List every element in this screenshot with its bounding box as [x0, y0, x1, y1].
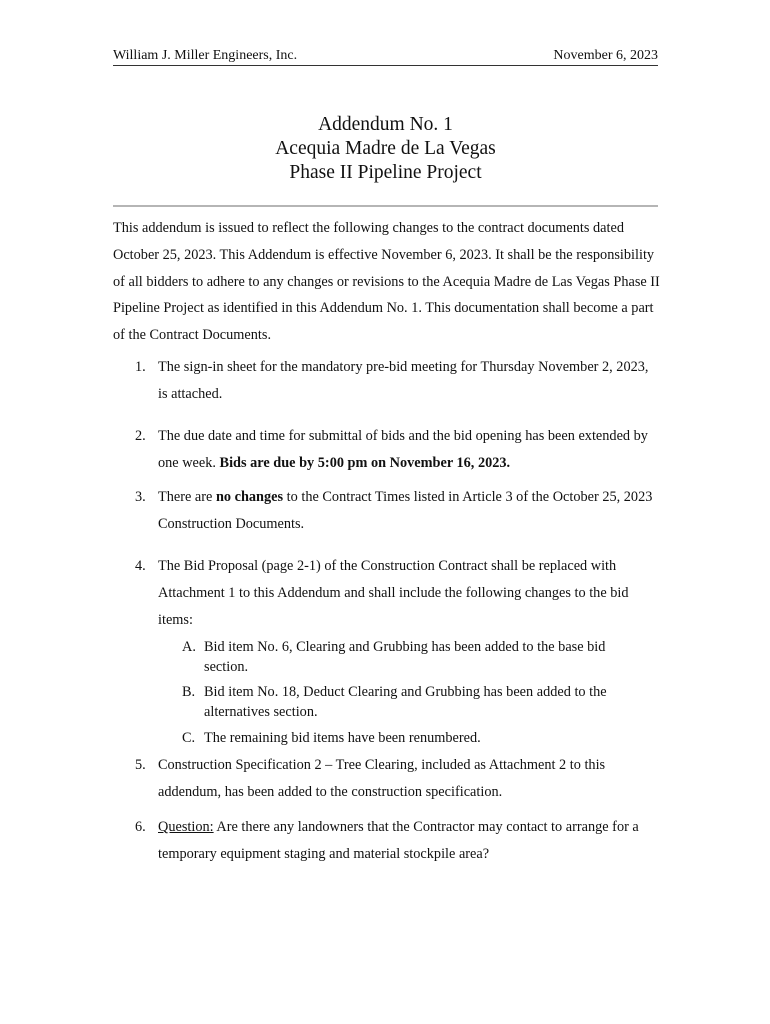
sub-item-a [182, 638, 652, 677]
list-item-4 [113, 553, 661, 634]
header-date: November 6, 2023 [553, 48, 658, 63]
sub-item-c [182, 729, 652, 749]
list-item-text: The Bid Proposal (page 2-1) of the Construction Contract shall be replaced with Attachment 1 to this Addendum and shall include the following changes to the bid items: [158, 558, 629, 628]
title-line-project-name: Acequia Madre de La Vegas [275, 138, 496, 159]
list-item-6 [113, 814, 661, 868]
page-header [113, 47, 658, 66]
question-label: Question: [158, 819, 214, 835]
list-number: 2. [135, 428, 146, 444]
title-divider [113, 205, 658, 207]
list-number: 6. [135, 819, 146, 835]
list-item-1 [113, 354, 661, 408]
list-item-text-continued: to the Contract Times listed in Article 3 of the October 25, 2023 Construction Documents. [158, 489, 653, 532]
sub-item-text: The remaining bid items have been renumbered. [204, 730, 481, 746]
list-number: 1. [135, 359, 146, 375]
no-changes-emphasis: no changes [215, 489, 284, 505]
list-item-text: Are there any landowners that the Contractor may contact to arrange for a temporary equipment staging and material stockpile area? [158, 819, 639, 862]
list-item-5 [113, 752, 661, 806]
sub-item-text: Bid item No. 6, Clearing and Grubbing has been added to the base bid section. [204, 639, 606, 675]
bid-due-date-notice: Bids are due by 5:00 pm on November 16, 2023. [219, 455, 511, 471]
list-item-text: Construction Specification 2 – Tree Clearing, included as Attachment 2 to this addendum, has been added to the construction specification. [158, 757, 606, 800]
intro-paragraph: This addendum is issued to reflect the following changes to the contract documents dated October 25, 2023. This Addendum is effective November 6, 2023. It shall be the responsibility of all bidders to adhere to any changes or revisions to the Acequia Madre de Las Vegas Phase II Pipeline Project as identified in this Addendum No. 1. This documentation shall become a part of the Contract Documents. [113, 220, 660, 344]
list-item-3 [113, 484, 661, 538]
list-number: 4. [135, 558, 146, 574]
sub-item-letter: C. [182, 730, 196, 746]
list-number: 5. [135, 757, 146, 773]
list-item-2 [113, 423, 661, 477]
company-name: William J. Miller Engineers, Inc. [113, 48, 298, 63]
sub-item-b [182, 683, 652, 722]
sub-item-letter: A. [182, 639, 196, 655]
list-item-text: The due date and time for submittal of bids and the bid opening has been extended by one week. [158, 428, 648, 471]
list-number: 3. [135, 489, 146, 505]
list-item-text: There are [158, 489, 216, 505]
title-line-addendum: Addendum No. 1 [318, 114, 453, 135]
sub-item-letter: B. [182, 684, 196, 700]
title-line-phase: Phase II Pipeline Project [289, 162, 482, 183]
list-item-text: The sign-in sheet for the mandatory pre-bid meeting for Thursday November 2, 2023, is attached. [158, 359, 649, 402]
document-title [113, 113, 658, 185]
sub-item-text: Bid item No. 18, Deduct Clearing and Grubbing has been added to the alternatives section. [204, 684, 607, 720]
